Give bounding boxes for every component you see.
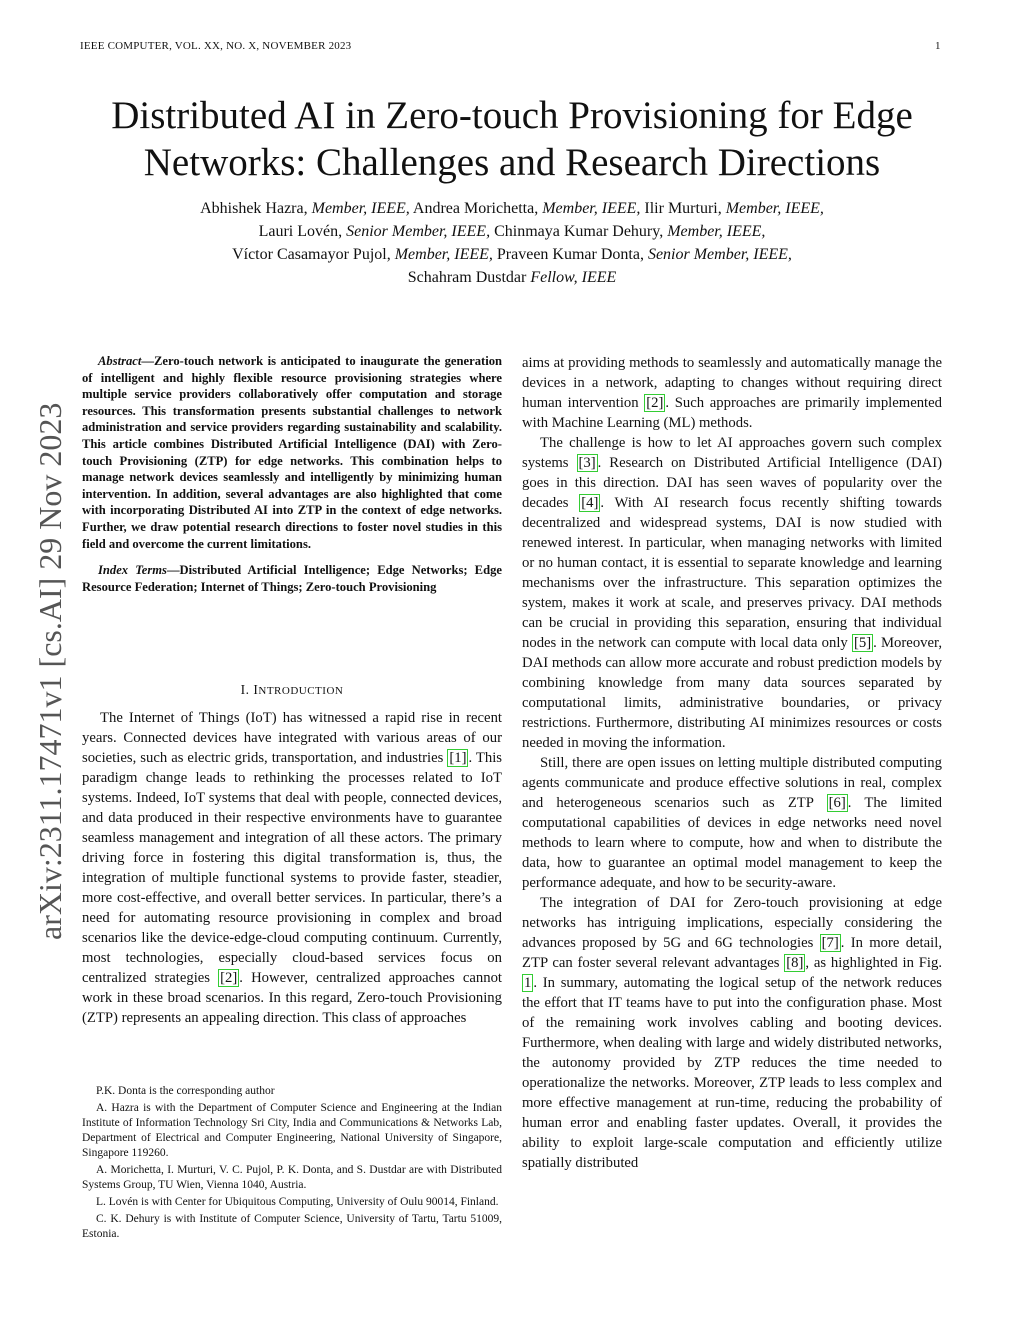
running-header: IEEE COMPUTER, VOL. XX, NO. X, NOVEMBER 2023 xyxy=(80,40,352,52)
text-run: The Internet of Things (IoT) has witnessed a rapid rise in recent years. Connected devices have integrated with various areas of our societies, such as electric grids, transportation, and industries xyxy=(82,710,502,766)
author-name: Ilir Murturi, xyxy=(640,200,726,217)
author-membership: Member, IEEE, xyxy=(542,200,641,217)
paragraph xyxy=(522,753,942,893)
text-run: . With AI research focus recently shifting towards decentralized and widespread systems, DAI is now studied with renewed interest. In particular, when managing networks with limited or no human contact, it is essential to separate knowledge and learning mechanisms over the infrastructure. This separation optimizes the system, makes it work at scale, and preserves privacy. DAI methods can be crucial in providing this separation, ensuring that individual nodes in the network can compute with local data only xyxy=(522,495,943,651)
author-membership: Member, IEEE, xyxy=(725,200,824,217)
footnote: A. Morichetta, I. Murturi, V. C. Pujol, P. K. Donta, and S. Dustdar are with Distributed Systems Group, TU Wien, Vienna 1040, Austria. xyxy=(82,1164,502,1191)
text-run: . In more detail, ZTP can foster several relevant advantages xyxy=(522,935,942,971)
paragraph xyxy=(82,708,502,1028)
text-run: The challenge is how to let AI approaches govern such complex systems xyxy=(522,435,942,471)
author-name: Schahram Dustdar xyxy=(407,269,531,286)
abstract-text: —Zero-touch network is anticipated to inaugurate the generation of intelligent and highly flexible resource provisioning strategies where multiple service providers collaboratively offer computation and storage resources. This transformation presents substantial challenges to network administration and service providers regarding sustainability and scalability. This article combines Distributed Artificial Intelligence (DAI) with Zero-touch Provisioning (ZTP) for edge networks. This combination helps to manage network devices seamlessly and intelligently by minimizing human intervention. In addition, several advantages are also highlighted that come with incorporating Distributed AI into ZTP in the context of edge networks. Further, we draw potential research directions to foster novel studies in this field and overcome the current limitations. xyxy=(82,354,502,551)
paragraph xyxy=(522,353,942,433)
author-name: Abhishek Hazra, xyxy=(200,200,312,217)
abstract-block xyxy=(82,353,502,595)
author-membership: Member, IEEE, xyxy=(394,246,493,263)
author-line-2 xyxy=(80,220,944,243)
section-title-rest: NTRODUCTION xyxy=(258,685,344,697)
author-line-3 xyxy=(80,243,944,266)
citation-link[interactable]: [7] xyxy=(821,935,839,951)
author-name: Praveen Kumar Donta, xyxy=(492,246,648,263)
author-name: Andrea Morichetta, xyxy=(409,200,543,217)
section-heading xyxy=(82,682,502,698)
text-run: . Such approaches are primarily implemented with Machine Learning (ML) methods. xyxy=(522,395,942,431)
citation-link[interactable]: [3] xyxy=(578,455,596,471)
text-run: . Moreover, DAI methods can allow more accurate and robust prediction models by combining knowledge from many data sources separated by computational limits, administrative boundaries, or privacy restrictions. Furthermore, distributing AI minimizes resources or costs needed in moving the information. xyxy=(522,635,942,751)
text-run: . However, centralized approaches cannot work in these broad scenarios. In this regard, Zero-touch Provisioning (ZTP) represents an appealing direction. This class of approaches xyxy=(82,970,502,1026)
index-terms-text: —Distributed Artificial Intelligence; Edge Networks; Edge Resource Federation; Internet of Things; Zero-touch Provisioning xyxy=(82,563,502,594)
footnote: C. K. Dehury is with Institute of Computer Science, University of Tartu, Tartu 51009, Estonia. xyxy=(82,1213,502,1240)
author-line-4 xyxy=(80,266,944,289)
author-membership: Senior Member, IEEE, xyxy=(346,223,491,240)
footnote: L. Lovén is with Center for Ubiquitous Computing, University of Oulu 90014, Finland. xyxy=(96,1196,499,1208)
citation-link[interactable]: [2] xyxy=(646,395,664,411)
citation-link[interactable]: [6] xyxy=(828,795,846,811)
footnotes xyxy=(82,1084,502,1244)
title-line-2: Networks: Challenges and Research Directions xyxy=(143,141,881,184)
citation-link[interactable]: [5] xyxy=(853,635,872,651)
page-number: 1 xyxy=(935,40,941,52)
paragraph xyxy=(522,433,942,753)
text-run: . This paradigm change leads to rethinking the processes related to IoT systems. Indeed, IoT systems that deal with people, connected devices, and data produced in their respective environments have to guarantee seamless management and integration of all these actors. The primary driving force in fostering this digital transformation is, thus, the integration of multiple functional systems to provide faster, steadier, more cost-effective, and overall better services. In particular, there’s a need for automating resource provisioning in complex and broad scenarios like the device-edge-cloud computing continuum. Currently, most technologies, especially cloud-based services focus on centralized strategies xyxy=(82,750,502,986)
text-run: Still, there are open issues on letting multiple distributed computing agents communicate and produce effective solutions in real, complex and heterogeneous scenarios such as ZTP xyxy=(522,755,942,811)
index-terms xyxy=(82,562,502,595)
section-number: I. xyxy=(240,682,254,697)
right-column xyxy=(522,353,942,1173)
author-membership: Member, IEEE, xyxy=(311,200,410,217)
text-run: . The limited computational capabilities of devices in edge networks need novel methods to learn where to compute, how and when to distribute the data, how to guarantee an optimal model management to keep the performance adequate, and how to be security-aware. xyxy=(522,795,942,891)
author-list xyxy=(80,197,944,289)
arxiv-stamp: arXiv:2311.17471v1 [cs.AI] 29 Nov 2023 xyxy=(32,402,68,940)
abstract-label: Abstract xyxy=(98,354,142,368)
citation-link[interactable]: [1] xyxy=(449,750,467,766)
index-terms-label: Index Terms xyxy=(98,563,167,578)
author-line-1 xyxy=(80,197,944,220)
author-membership: Fellow, IEEE xyxy=(530,269,617,286)
text-run: aims at providing methods to seamlessly and automatically manage the devices in a network, adapting to changes without requiring direct human intervention xyxy=(522,355,942,411)
paragraph xyxy=(522,893,942,1173)
citation-link[interactable]: [4] xyxy=(581,495,599,511)
author-name: Víctor Casamayor Pujol, xyxy=(232,246,395,263)
text-run: , as highlighted in Fig. xyxy=(805,955,943,971)
abstract xyxy=(82,353,502,552)
title-line-1: Distributed AI in Zero-touch Provisioning for Edge xyxy=(111,94,913,137)
footnote: P.K. Donta is the corresponding author xyxy=(96,1085,275,1097)
citation-link[interactable]: [8] xyxy=(786,955,804,971)
section-initial: I xyxy=(253,682,259,697)
author-name: Chinmaya Kumar Dehury, xyxy=(490,223,668,240)
citation-link[interactable]: [2] xyxy=(220,970,238,986)
introduction-body xyxy=(82,708,502,1028)
text-run: . Research on Distributed Artificial Intelligence (DAI) goes in this direction. DAI has seen waves of popularity over the decades xyxy=(522,455,943,511)
text-run: . In summary, automating the logical setup of the network reduces the effort that IT teams have to put into the configuration phase. Most of the remaining work involves cabling and booting devices. Furthermore, when dealing with large and widely distributed networks, the autonomy provided by ZTP reduces the time needed to operationalize the networks. Moreover, ZTP leads to less complex and more effective management at run-time, reducing the probability of human error and enabling faster updates. Overall, it provides the ability to exploit large-scale computation and efficiently utilize spatially distributed xyxy=(522,975,942,1171)
text-run: The integration of DAI for Zero-touch provisioning at edge networks has intriguing implications, especially considering the advances proposed by 5G and 6G technologies xyxy=(522,895,942,951)
author-name: Lauri Lovén, xyxy=(258,223,347,240)
author-membership: Member, IEEE, xyxy=(667,223,766,240)
figure-link[interactable]: 1 xyxy=(524,975,532,991)
footnote: A. Hazra is with the Department of Computer Science and Engineering at the Indian Institute of Information Technology Sri City, India and Communications & Networks Lab, Department of Electrical and Computer Engineering, National University of Singapore, Singapore 119260. xyxy=(82,1102,502,1159)
author-membership: Senior Member, IEEE, xyxy=(647,246,792,263)
paper-title xyxy=(40,92,984,186)
